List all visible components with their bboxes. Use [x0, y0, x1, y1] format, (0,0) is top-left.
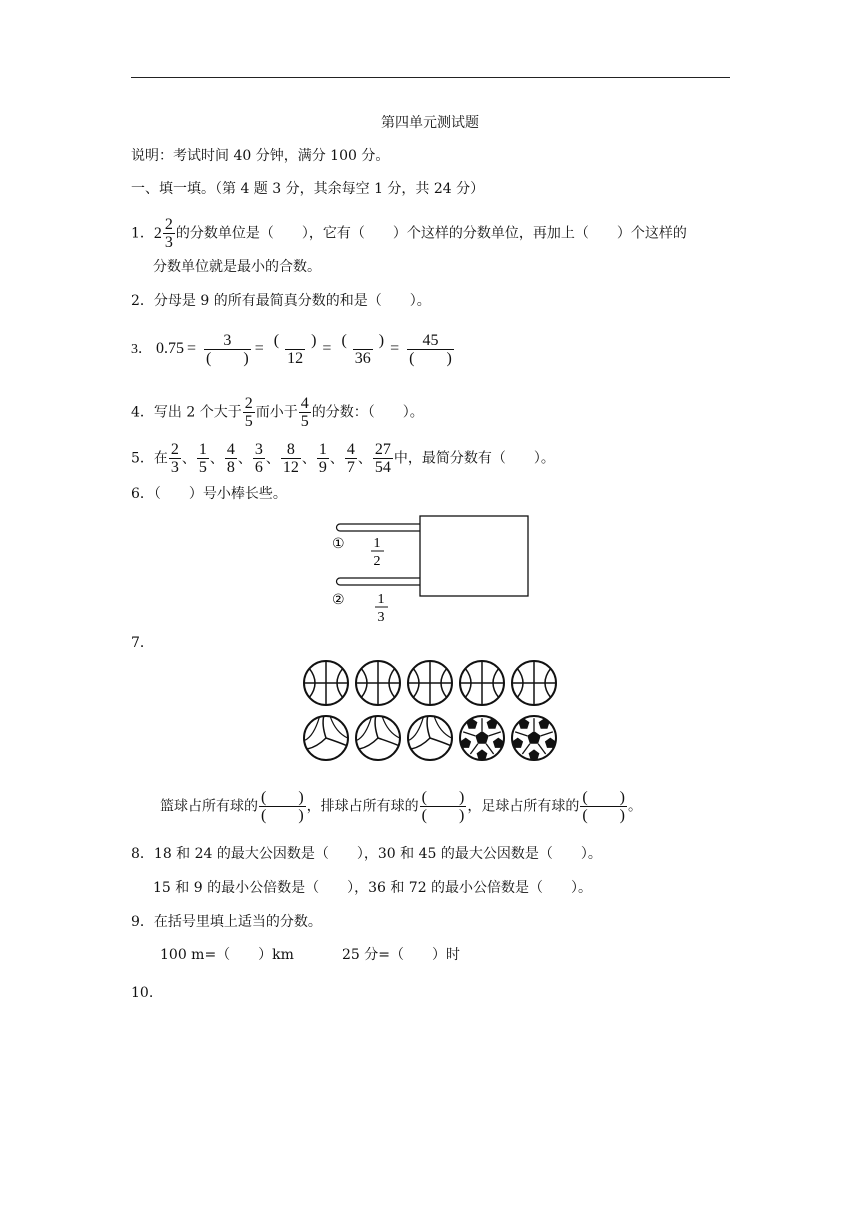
- question-8-cont: 15 和 9 的最小公倍数是（ ），36 和 72 的最小公倍数是（ ）。: [153, 880, 593, 896]
- sticks-diagram: [328, 510, 538, 625]
- box: [420, 516, 528, 596]
- question-9-b: 25 分=（ ）时: [342, 947, 460, 963]
- stick-fraction-1-num: 1: [373, 536, 381, 551]
- question-6: 6．（ ）号小棒长些。: [131, 486, 287, 502]
- stick-fraction-2-den: 3: [377, 610, 385, 625]
- separator: 、: [301, 450, 316, 467]
- question-1-cont: 分数单位就是最小的合数。: [153, 259, 321, 275]
- separator: 、: [329, 450, 344, 467]
- separator: 、: [237, 450, 252, 467]
- fraction: $\frac{1}{5}$: [198, 441, 207, 476]
- basketball-icon: [408, 661, 452, 705]
- page-title: 第四单元测试题: [381, 115, 479, 131]
- stick-label-1: ①: [332, 536, 345, 552]
- separator: 、: [209, 450, 224, 467]
- fraction: $\frac{4}{7}$: [346, 441, 355, 476]
- exam-note: 说明：考试时间 40 分钟，满分 100 分。: [131, 148, 390, 164]
- volleyball-icon: [408, 716, 452, 760]
- question-3: 3． 0.75 = $\frac{3}{( )}$ = $\frac{( )}{12}$ = $\frac{( )}{36}$ = $\frac{45}{( )}$: [131, 332, 452, 367]
- fraction: $\frac{2}{3}$: [170, 441, 179, 476]
- separator: 、: [265, 450, 280, 467]
- question-9-a: 100 m=（ ）km: [160, 947, 294, 963]
- question-4: 4．写出 2 个大于 $\frac{2}{5}$ 而小于 $\frac{4}{5}$ 的分数：（ ）。: [131, 395, 424, 430]
- question-7: 7．: [131, 635, 154, 651]
- balls-figure: [300, 658, 562, 768]
- question-5: 5．在 $\frac{2}{3}$ 、 $\frac{1}{5}$ 、 $\frac{4}{8}$ 、 $\frac{3}{6}$ 、 $\frac{8}{12}$ 、 $\frac{1}{9}$ 、 $\frac{4}{7}$ 、 $\frac{27}{54}$ 中，最简分数有（ ）。: [131, 441, 555, 476]
- fraction: $\frac{8}{12}$: [282, 441, 299, 476]
- separator: 、: [181, 450, 196, 467]
- header-rule: [131, 77, 730, 78]
- question-8: 8．18 和 24 的最大公因数是（ ），30 和 45 的最大公因数是（ ）。: [131, 846, 602, 862]
- soccer-ball-icon: [460, 716, 504, 760]
- stick-label-2: ②: [332, 592, 345, 608]
- separator: 、: [357, 450, 372, 467]
- fraction: $\frac{27}{54}$: [374, 441, 391, 476]
- stick-2: [337, 578, 421, 585]
- fraction: $\frac{3}{6}$: [254, 441, 263, 476]
- basketball-icon: [460, 661, 504, 705]
- basketball-icon: [356, 661, 400, 705]
- question-2: 2．分母是 9 的所有最简真分数的和是（ ）。: [131, 293, 431, 309]
- stick-fraction-2-num: 1: [377, 592, 385, 607]
- stick-fraction-1-den: 2: [373, 554, 381, 569]
- basketball-icon: [304, 661, 348, 705]
- mixed-number: 2 $\frac{2}{3}$: [153, 216, 173, 251]
- fraction: $\frac{1}{9}$: [318, 441, 327, 476]
- stick-1: [337, 524, 421, 531]
- section-heading: 一、填一填。（第 4 题 3 分，其余每空 1 分，共 24 分）: [131, 181, 485, 197]
- question-7-answers: 篮球占所有球的 $\frac{( )}{( )}$ ，排球占所有球的 $\frac{( )}{( )}$ ，足球占所有球的 $\frac{( )}{( )}$ 。: [160, 789, 643, 824]
- volleyball-icon: [356, 716, 400, 760]
- volleyball-icon: [304, 716, 348, 760]
- basketball-icon: [512, 661, 556, 705]
- question-1: 1． 2 $\frac{2}{3}$ 的分数单位是（ ），它有（ ）个这样的分数单位，再加上（ ）个这样的: [131, 216, 687, 251]
- fraction: $\frac{4}{8}$: [226, 441, 235, 476]
- question-9: 9．在括号里填上适当的分数。: [131, 914, 322, 930]
- soccer-ball-icon: [512, 716, 556, 760]
- question-10: 10.: [131, 985, 154, 1001]
